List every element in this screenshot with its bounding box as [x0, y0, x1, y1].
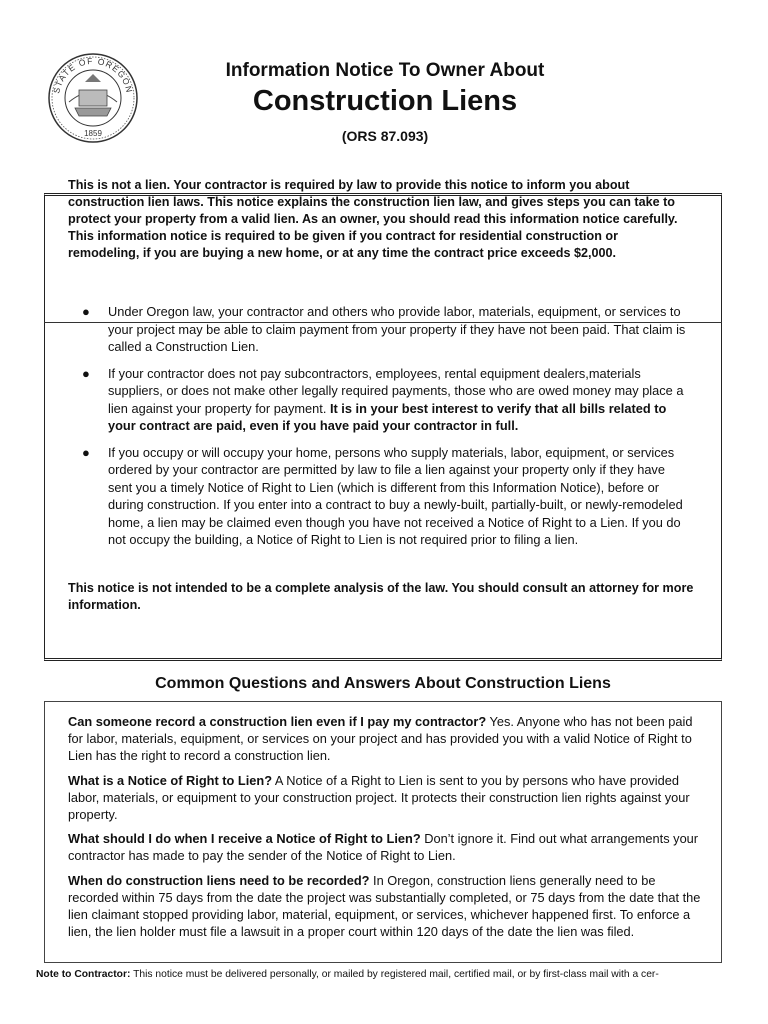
qa-item [68, 772, 703, 824]
question: What should I do when I receive a Notice of Right to Lien? [68, 831, 421, 847]
bullet-text: If your contractor does not pay subcontractors, employees, rental equipment dealers,materials suppliers, or does not make other legally required payments, those who are owed money may place a lien against your property for payment. [108, 365, 684, 416]
qa-section-title: Common Questions and Answers About Construction Liens [155, 675, 611, 692]
intro-paragraph: This is not a lien. Your contractor is required by law to provide this notice to inform you about construction lien laws. This notice explains the construction lien law, and gives steps you can take to protect your property from a valid lien. As an owner, you should read this information notice carefully. This information notice is required to be given if you contract for residential construction or remodeling, if you are buying a new home, or at any time the contract price exceeds $2,000. [68, 178, 678, 260]
bullet-icon: ● [82, 444, 90, 460]
answer: Don’t ignore it. Find out what arrangements your contractor has made to pay the sender of the Notice of Right to Lien. [68, 831, 699, 864]
bullet-icon: ● [82, 365, 90, 381]
question: When do construction liens need to be recorded? [68, 872, 370, 888]
qa-list [68, 713, 703, 947]
contractor-note-text: This notice must be delivered personally, or mailed by registered mail, certified mail, or by first-class mail with a cer- [130, 969, 659, 980]
bullet-text: Under Oregon law, your contractor and others who provide labor, materials, equipment, or services to your project may be able to claim payment from your property if they have not been paid. That claim is called a Construction Lien. [108, 304, 686, 354]
question: Can someone record a construction lien even if I pay my contractor? [68, 714, 487, 729]
qa-item [68, 830, 703, 864]
seal-title: STATE OF OREGON [51, 55, 135, 95]
bullet-text: If you occupy or will occupy your home, persons who supply materials, labor, equipment, or services ordered by your contractor are permitted by law to file a lien against your property only if they have sent you a timely Notice of Right to Lien (which is different from this Information Notice), before or during construction. If you enter into a contract to buy a newly-built, partially-built, or newly-remodeled home, a lien may be claimed even though you have not received a Notice of Right to a Lien. If you do not occupy the building, a Notice of Right to Lien is not required prior to filing a lien. [108, 444, 683, 547]
bullet-emphasis: It is in your best interest to verify that all bills related to your contract are paid, even if you have paid your contractor in full. [108, 400, 667, 433]
answer: In Oregon, construction liens generally need to be recorded within 75 days from the date the project was substantially completed, or 75 days from the date that the lien claimant stopped providing labor, material, equipment, or services, whichever happened first. To enforce a lien, the lien holder must file a lawsuit in a proper court within 120 days of the date the lien was filed. [68, 872, 701, 940]
list-item [74, 444, 689, 549]
seal-year: 1859 [84, 129, 102, 138]
disclaimer: This notice is not intended to be a complete analysis of the law. You should consult an attorney for more information. [68, 581, 694, 612]
contractor-note-label: Note to Contractor: [36, 969, 131, 980]
bullet-list [74, 303, 689, 558]
state-of-oregon-seal [47, 52, 139, 144]
list-item [74, 365, 689, 435]
notice-title-line1: Information Notice To Owner About [225, 60, 545, 81]
question: What is a Notice of Right to Lien? [68, 772, 273, 788]
notice-title-main: Construction Liens [252, 85, 518, 117]
statute-reference: (ORS 87.093) [341, 128, 429, 144]
list-item [74, 303, 689, 356]
qa-item [68, 713, 703, 765]
answer: A Notice of a Right to Lien is sent to you by persons who have provided labor, materials, or equipment to your construction project. It protects their construction lien rights against your property. [68, 772, 690, 823]
contractor-note [36, 968, 756, 981]
qa-item [68, 872, 703, 941]
answer: Yes. Anyone who has not been paid for labor, materials, equipment, or services on your project and has provided you with a valid Notice of Right to Lien has the right to record a construction lien. [68, 714, 693, 764]
bullet-icon: ● [82, 304, 90, 319]
